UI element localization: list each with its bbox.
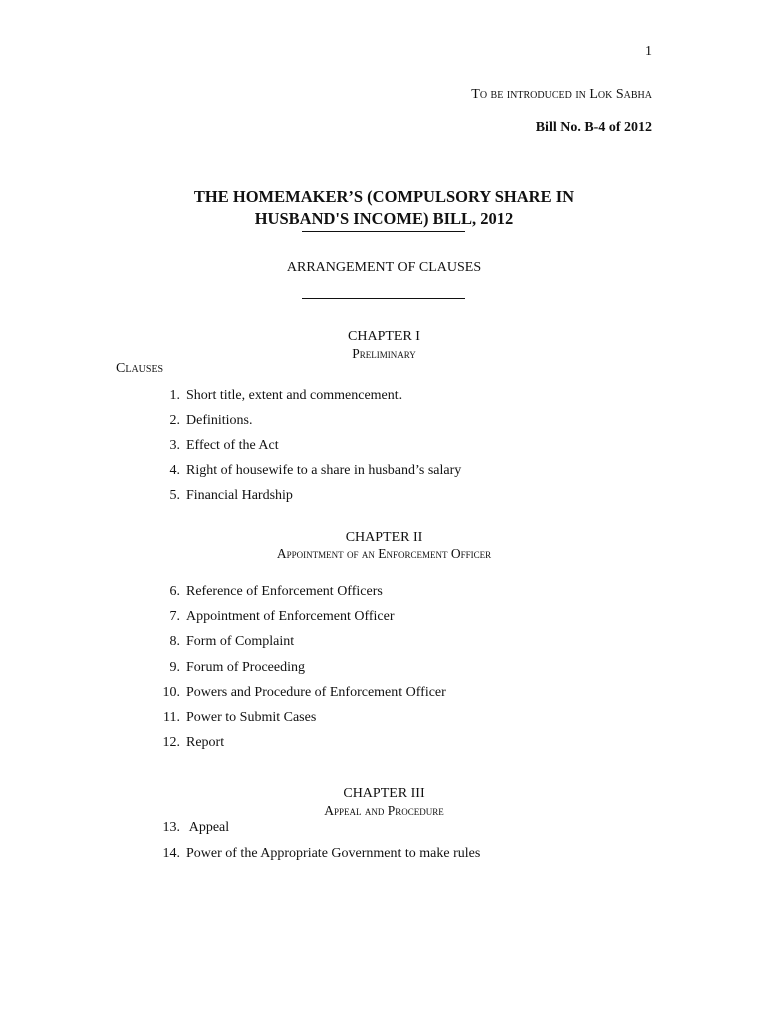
clause-text: Powers and Procedure of Enforcement Officer bbox=[186, 685, 446, 700]
page-number: 1 bbox=[645, 44, 652, 59]
clause-text: Reference of Enforcement Officers bbox=[186, 584, 383, 599]
clause-number: 9. bbox=[169, 660, 180, 675]
bill-title bbox=[0, 186, 768, 230]
clause-text: Financial Hardship bbox=[186, 488, 293, 503]
clause-item bbox=[150, 685, 446, 701]
clause-text: Forum of Proceeding bbox=[186, 660, 305, 675]
clause-text: Appointment of Enforcement Officer bbox=[186, 609, 395, 624]
clause-item bbox=[150, 584, 383, 600]
clause-item bbox=[150, 820, 229, 836]
clause-item bbox=[150, 634, 294, 650]
clause-number: 13. bbox=[162, 820, 180, 835]
clause-number: 6. bbox=[169, 584, 180, 599]
clause-text: Appeal bbox=[186, 820, 230, 835]
chapter-2-heading: CHAPTER II bbox=[345, 530, 423, 545]
clause-text: Definitions. bbox=[186, 413, 253, 428]
chapter-3-subheading: Appeal and Procedure bbox=[324, 803, 444, 818]
clause-item bbox=[150, 413, 253, 429]
clause-number: 5. bbox=[169, 488, 180, 503]
clause-number: 3. bbox=[169, 438, 180, 453]
clause-text: Power to Submit Cases bbox=[186, 710, 317, 725]
clause-number: 4. bbox=[169, 463, 180, 478]
clauses-label: Clauses bbox=[116, 361, 164, 376]
clause-number: 14. bbox=[162, 846, 180, 861]
clause-item bbox=[150, 388, 402, 404]
bill-title-line-1: THE HOMEMAKER’S (COMPULSORY SHARE IN bbox=[193, 187, 575, 206]
clause-text: Short title, extent and commencement. bbox=[186, 388, 403, 403]
title-underline bbox=[302, 231, 465, 232]
clause-number: 1. bbox=[169, 388, 180, 403]
clause-item bbox=[150, 488, 293, 504]
introduction-note: To be introduced in Lok Sabha bbox=[471, 87, 652, 102]
clause-number: 12. bbox=[162, 735, 180, 750]
clause-text: Power of the Appropriate Government to make rules bbox=[186, 846, 481, 861]
chapter-3-heading: CHAPTER III bbox=[343, 786, 425, 801]
clause-number: 2. bbox=[169, 413, 180, 428]
clause-text: Report bbox=[186, 735, 225, 750]
clause-item bbox=[150, 438, 279, 454]
clause-text: Right of housewife to a share in husband’s salary bbox=[186, 463, 462, 478]
clause-number: 10. bbox=[162, 685, 180, 700]
arrangement-rule bbox=[302, 298, 465, 299]
chapter-1-heading: CHAPTER I bbox=[348, 329, 420, 344]
clause-item bbox=[150, 846, 480, 862]
chapter-2-subheading: Appointment of an Enforcement Officer bbox=[276, 546, 492, 561]
clause-number: 8. bbox=[169, 634, 180, 649]
clause-text: Effect of the Act bbox=[186, 438, 279, 453]
clause-item bbox=[150, 463, 461, 479]
clause-item bbox=[150, 710, 316, 726]
clause-text: Form of Complaint bbox=[186, 634, 295, 649]
bill-title-line-2: HUSBAND'S INCOME) BILL, 2012 bbox=[254, 209, 514, 228]
clause-item bbox=[150, 660, 305, 676]
chapter-1-subheading: Preliminary bbox=[352, 346, 416, 361]
clause-item bbox=[150, 735, 224, 751]
bill-number: Bill No. B-4 of 2012 bbox=[535, 120, 652, 135]
arrangement-heading: ARRANGEMENT OF CLAUSES bbox=[286, 260, 482, 275]
clause-item bbox=[150, 609, 395, 625]
clause-number: 7. bbox=[169, 609, 180, 624]
clause-number: 11. bbox=[163, 710, 180, 725]
